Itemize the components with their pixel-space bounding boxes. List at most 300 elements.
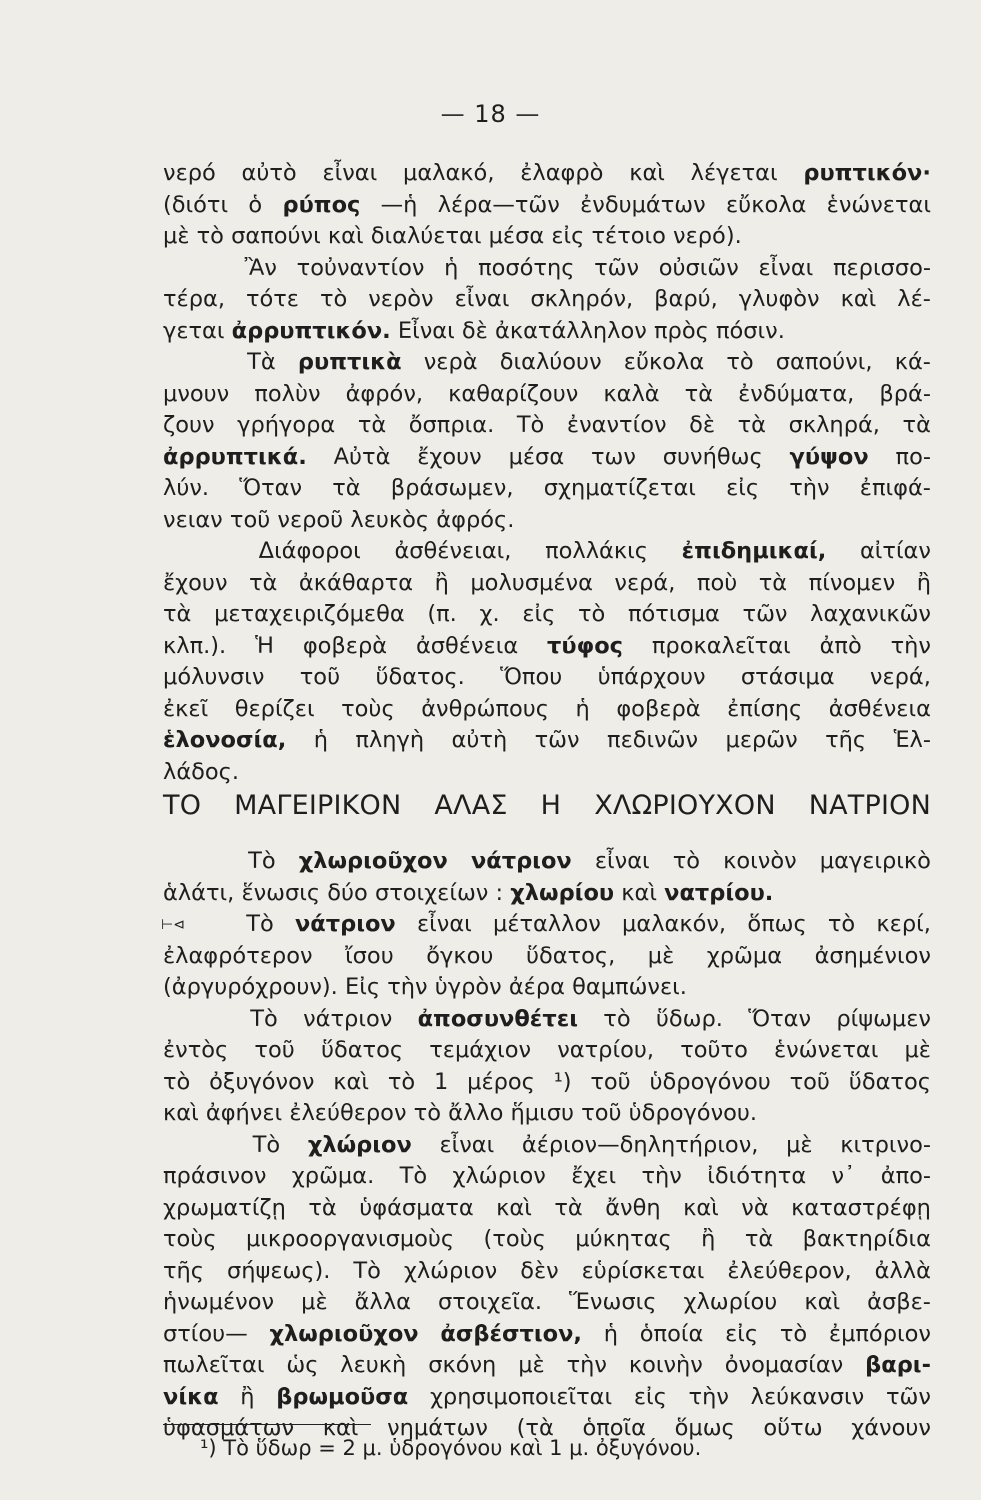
word-space	[565, 972, 572, 1004]
word: ¹)	[553, 1068, 572, 1095]
word: βράσωμεν,	[390, 475, 514, 501]
word: νάτριον	[303, 1005, 393, 1032]
p1-line	[163, 316, 931, 348]
word: τὸ	[603, 1005, 631, 1032]
word: κερί,	[876, 911, 931, 937]
word: ἀπὸ	[819, 632, 862, 659]
word: ἐνδυμάτων	[580, 191, 706, 218]
word: πολλάκις	[545, 538, 648, 564]
word: χ.	[479, 601, 500, 627]
word: τοῦτο	[680, 1037, 748, 1063]
word: λευκὴ	[340, 1352, 407, 1378]
word: τῶν	[885, 1383, 931, 1410]
margin-mark: ⊢⊲	[161, 917, 185, 933]
word-space	[234, 878, 241, 910]
word: τὰ	[744, 1226, 774, 1252]
p1-line	[163, 410, 931, 442]
word: κλπ.).	[163, 632, 227, 659]
word: ἔχουν	[417, 443, 482, 470]
word: ἔχουν	[163, 569, 228, 596]
word: ὡς	[286, 1352, 319, 1378]
word: ἐναντίον	[566, 412, 667, 438]
indent	[163, 846, 225, 878]
word: ἀσημένιον	[814, 942, 931, 969]
bold-term: νάτριον	[294, 911, 396, 937]
word: εἰς	[551, 223, 585, 249]
word: Αὐτὰ	[333, 443, 391, 470]
word: Τὸ	[246, 911, 274, 937]
word-space	[657, 878, 664, 910]
word: ν᾽	[831, 1163, 856, 1189]
word: οὐσιῶν	[658, 254, 739, 281]
word-space	[364, 221, 371, 253]
word: Τὸ	[516, 412, 545, 438]
word-space	[321, 221, 328, 253]
word: Τὸ	[252, 1131, 281, 1158]
word: στοιχεῖα.	[438, 1289, 542, 1315]
word: σήψεως).	[226, 1257, 331, 1284]
word-space	[270, 505, 277, 537]
word: βρά-	[879, 380, 931, 407]
word: Ἑλ-	[893, 727, 931, 753]
word: ἁλάτι,	[163, 879, 235, 906]
word: νερά,	[614, 569, 676, 596]
p1-line	[163, 221, 931, 253]
word: χλώριον	[403, 1257, 498, 1284]
word: μὲ	[518, 1352, 545, 1378]
word-space	[223, 505, 230, 537]
word: των	[590, 443, 636, 470]
word: οὕτω	[763, 1415, 823, 1441]
word-space	[455, 316, 462, 348]
word: μόλυνσιν	[163, 664, 265, 690]
word: Τὸ	[248, 848, 276, 874]
word: γρήγορα	[237, 412, 336, 438]
word: καὶ	[629, 160, 665, 186]
bold-term: νίκα	[163, 1383, 219, 1410]
p2-line	[163, 1161, 931, 1193]
word: μαλακόν,	[622, 911, 727, 937]
word: περισσο-	[832, 254, 931, 281]
word: ἡνωμένον	[163, 1289, 275, 1315]
word: πρὸς	[653, 317, 709, 344]
word: χρωματίζῃ	[163, 1194, 286, 1221]
word: ὄσπρια.	[408, 412, 495, 438]
word: τὴν	[641, 1163, 682, 1189]
word: μαλακό,	[403, 160, 495, 186]
word: ὁποία	[639, 1320, 704, 1347]
word: εἶναι	[416, 911, 472, 937]
word: τοὐναντίον	[296, 254, 425, 281]
word: ἐντὸς	[163, 1037, 229, 1063]
indent	[163, 347, 225, 379]
p1-line	[163, 725, 931, 757]
p1-line	[163, 757, 931, 789]
indent	[163, 1004, 225, 1036]
word: εἰς	[725, 1320, 759, 1347]
word: Ὅταν	[748, 1005, 812, 1032]
footnote-rule	[163, 1424, 371, 1425]
word: τὰ	[554, 1194, 583, 1221]
word: ἑνώνεται	[826, 191, 931, 218]
word: τέρα,	[163, 286, 225, 312]
word: ὑδρογόνου.	[628, 1100, 758, 1126]
word: χρῶμα.	[291, 1163, 375, 1189]
word: καὶ	[621, 879, 657, 906]
word: τὴν	[387, 974, 428, 1000]
word-space	[502, 972, 509, 1004]
word: ἐλεύθερον,	[727, 1257, 852, 1284]
word: χλωρίου	[683, 1289, 778, 1315]
word: εἶναι	[758, 254, 814, 281]
word: μεταχειριζόμεθα	[214, 601, 405, 627]
word: αὐτὸ	[241, 160, 297, 186]
word: μὲ	[786, 1131, 813, 1158]
word: τὸ	[827, 911, 856, 937]
word: Ὅταν	[239, 475, 303, 501]
word: λέ-	[897, 286, 931, 312]
word-space	[666, 221, 673, 253]
p1-line	[163, 347, 931, 379]
bold-term: χλωρίου	[510, 879, 615, 906]
word: κιτρινο-	[840, 1131, 931, 1158]
word: τὰ	[684, 380, 714, 407]
word: ἄλλα	[354, 1289, 411, 1315]
word: Εἰς	[345, 974, 381, 1000]
word: νερὰ	[423, 349, 478, 375]
word: μύκητας	[575, 1226, 672, 1252]
word: δὲ	[689, 412, 716, 438]
word: μὲ	[301, 1289, 328, 1315]
bold-term: ἀρρυπτικά.	[163, 443, 307, 470]
word: νεροῦ	[277, 506, 344, 533]
word: χρῶμα	[706, 942, 783, 969]
word: ἐκεῖ	[163, 695, 209, 722]
word-space	[199, 1098, 206, 1130]
bold-term: χλωριοῦχον	[269, 1320, 419, 1347]
word: καὶ	[496, 1194, 532, 1221]
word: Τὸ	[353, 1257, 381, 1284]
word: ὄγκου	[426, 942, 494, 969]
word: καὶ	[804, 1289, 841, 1315]
word: τὰ	[357, 412, 387, 438]
word: ἀφρός.	[436, 506, 515, 533]
word-space	[429, 505, 436, 537]
word-space	[224, 221, 231, 253]
word: μὲ	[647, 942, 675, 969]
word: Ὅπου	[500, 664, 563, 690]
word: σαπούνι	[231, 223, 321, 249]
p2-line	[163, 1193, 931, 1225]
word: δὲ	[461, 317, 488, 344]
word: ὀξυγόνον	[209, 1068, 315, 1095]
word: ἰδιότητα	[707, 1163, 807, 1189]
indent	[163, 253, 225, 285]
word: ὕδωρ.	[655, 1005, 723, 1032]
word: τὴν	[890, 632, 931, 659]
word-space	[488, 316, 495, 348]
word: νερὸν	[368, 286, 434, 312]
word: τὰ	[308, 1194, 337, 1221]
word: εἰς	[726, 475, 760, 501]
p1-line	[163, 568, 931, 600]
bold-term: νατρίου.	[664, 879, 774, 906]
word: καὶ	[327, 223, 364, 249]
word: λύν.	[163, 475, 210, 501]
bold-term: τύφος	[547, 632, 623, 659]
word: ρίψωμεν	[836, 1005, 931, 1032]
word: λάδος.	[163, 758, 240, 785]
bold-term: βρωμοῦσα	[276, 1383, 409, 1410]
word: τὸ	[726, 349, 754, 375]
bold-term: νάτριον	[470, 848, 572, 874]
word: τῶν	[742, 601, 788, 627]
word: τότε	[245, 286, 299, 312]
word: πίνομεν	[808, 569, 896, 596]
word: Τὸ	[399, 1163, 428, 1189]
word: 1	[433, 1068, 449, 1095]
heading-word: ΑΛΑΣ	[434, 790, 508, 821]
word: κοινὴν	[628, 1352, 703, 1378]
word: τοῦ	[229, 506, 271, 533]
word: τὰ	[249, 569, 278, 596]
heading-word: ΤΟ	[163, 790, 202, 821]
word: (τοὺς	[483, 1226, 546, 1252]
bold-term: ἀποσυνθέτει	[417, 1005, 578, 1032]
p2-line	[163, 1382, 931, 1414]
word: λεύκανσιν	[750, 1383, 865, 1410]
word: ἡ	[603, 1320, 619, 1347]
word: τὸ	[672, 848, 701, 874]
word: σκληρόν,	[530, 286, 634, 312]
word: ἀφήνει	[205, 1100, 283, 1126]
word: (π.	[427, 601, 457, 627]
word: εἶναι	[322, 160, 378, 186]
word: ἀσθένειαι,	[394, 538, 512, 564]
word: τὸ	[319, 286, 348, 312]
bold-term: ἀσβέστιον,	[440, 1320, 582, 1347]
word: βαρύ,	[654, 286, 718, 312]
word: καθαρίζουν	[448, 380, 579, 407]
word: τὸ	[413, 1100, 441, 1126]
word: τὰ	[737, 412, 767, 438]
word: ὑπάρχουν	[597, 664, 706, 690]
word-space	[380, 972, 387, 1004]
word: τοῦ	[789, 1068, 830, 1095]
word-space	[503, 1098, 510, 1130]
p2-line	[163, 878, 931, 910]
word: τῶν	[534, 727, 580, 753]
p1-line	[163, 631, 931, 663]
word: ὅπως	[747, 911, 807, 937]
footnote: ¹) Τὸ ὕδωρ = 2 μ. ὑδρογόνου καὶ 1 μ. ὀξυγόνου.	[200, 1436, 702, 1460]
word: ὑφασμάτων	[163, 1415, 295, 1441]
word: μολυσμένα	[470, 569, 593, 596]
word: ζουν	[163, 412, 215, 438]
word: τὸ	[196, 223, 224, 249]
p2-line	[163, 1004, 931, 1036]
word: τὸ	[779, 1320, 808, 1347]
word-space	[488, 878, 495, 910]
word: πότισμα	[627, 601, 720, 627]
word: μὲ	[163, 223, 190, 249]
word: τὴν	[688, 1383, 729, 1410]
word: τοῦ	[299, 664, 341, 690]
word-space	[647, 316, 654, 348]
paragraph-sodium-chloride	[163, 846, 931, 1445]
word: μικροοργανισμοὺς	[245, 1226, 455, 1252]
word: μέσα	[508, 443, 565, 470]
bold-term: χλώριον	[307, 1131, 412, 1158]
page-number: — 18 —	[440, 100, 541, 128]
word: δύο	[327, 879, 368, 906]
word: (ἀργυρόχρουν).	[163, 974, 338, 1000]
word: τὰ	[902, 412, 931, 438]
word: ὕδατος	[848, 1068, 931, 1095]
word: Εἶναι	[397, 317, 455, 344]
p2-line	[163, 972, 931, 1004]
p1-line	[163, 190, 931, 222]
word: φοβερὰ	[616, 695, 701, 722]
word: εὔκολα	[623, 349, 705, 375]
word: εὔκολα	[726, 191, 807, 218]
word: εἰς	[633, 1383, 667, 1410]
p1-line	[163, 536, 931, 568]
word: πωλεῖται	[163, 1352, 265, 1378]
word: ἀκατάλληλον	[494, 317, 647, 344]
word: πληγὴ	[355, 727, 425, 753]
word: ἀκάθαρτα	[298, 569, 414, 596]
word: ὑγρὸν	[434, 974, 502, 1000]
word: στοιχείων	[374, 879, 489, 906]
word: τῶν	[594, 254, 640, 281]
word: τῆς	[825, 727, 867, 753]
word: θαμπώνει.	[572, 974, 687, 1000]
word: Τὰ	[247, 349, 276, 375]
paragraph-water-types	[163, 158, 931, 788]
word: ἕνωσις	[241, 879, 321, 906]
word: λευκὸς	[350, 506, 430, 533]
word: ὑδρογόνου	[649, 1068, 771, 1095]
word-space	[441, 1098, 448, 1130]
word-space	[189, 221, 196, 253]
p2-line	[163, 1350, 931, 1382]
bold-term: ἑλονοσία,	[163, 727, 287, 753]
word: διαλύεται	[370, 223, 482, 249]
word: ἐμπόριον	[828, 1320, 931, 1347]
word: Ἕνωσις	[569, 1289, 657, 1315]
word: διαλύουν	[499, 349, 602, 375]
word: μαγειρικὸ	[819, 848, 931, 874]
word: ἢ	[701, 1226, 716, 1252]
word: τοῦ	[590, 1068, 631, 1095]
word: ἢ	[916, 569, 931, 596]
word: μὲ	[904, 1037, 931, 1063]
word: προκαλεῖται	[651, 632, 791, 659]
word: ὕδατος	[320, 1037, 404, 1063]
bold-term: ἀρρυπτικόν.	[231, 317, 391, 344]
word: ἡ	[313, 727, 328, 753]
word: ὅμως	[674, 1415, 735, 1441]
word: ἑνώνεται	[774, 1037, 879, 1063]
bold-term: χλωριοῦχον	[298, 848, 448, 874]
word: ἀπο-	[880, 1163, 931, 1189]
word: συνήθως	[662, 443, 763, 470]
heading-word: ΝΑΤΡΙΟΝ	[808, 790, 931, 821]
word-space	[428, 972, 435, 1004]
word: αὐτὴ	[451, 727, 508, 753]
word-space	[481, 221, 488, 253]
p2-line	[163, 1287, 931, 1319]
word: ἐπίσης	[727, 695, 803, 722]
word: τοῦ	[254, 1037, 295, 1063]
word: ἔχει	[571, 1163, 617, 1189]
word: ἡ	[575, 695, 590, 722]
word: εἶναι	[594, 848, 650, 874]
word: στίου—	[163, 1320, 248, 1347]
word: λαχανικῶν	[810, 601, 931, 627]
word: πόσιν.	[715, 317, 785, 344]
indent	[163, 536, 225, 568]
word: (διότι	[163, 191, 229, 218]
word: τῆς	[163, 1257, 205, 1284]
bold-term: βαρι-	[865, 1352, 931, 1378]
p1-line	[163, 442, 931, 474]
word: Ἂν	[244, 254, 277, 281]
p1-line	[163, 284, 931, 316]
word: τέτοιο	[591, 223, 666, 249]
word: μέρος	[467, 1068, 535, 1095]
p2-line	[163, 846, 931, 878]
word: πο-	[895, 443, 931, 470]
word: Ἡ	[255, 632, 274, 659]
p2-line	[163, 1067, 931, 1099]
section-heading	[163, 788, 931, 824]
word: νατρίου,	[557, 1037, 655, 1063]
word: Διάφοροι	[258, 538, 361, 564]
word: πεδινῶν	[607, 727, 699, 753]
p2-line	[163, 1224, 931, 1256]
heading-word: ΜΑΓΕΙΡΙΚΟΝ	[234, 790, 402, 821]
word: ἄλλο	[448, 1100, 504, 1126]
word: —ἡ	[380, 191, 418, 218]
word: εὑρίσκεται	[581, 1257, 705, 1284]
word: εἰς	[522, 601, 556, 627]
word: ὑφάσματα	[359, 1194, 474, 1221]
p2-line	[163, 909, 931, 941]
word: σαπούνι,	[775, 349, 873, 375]
word: νημάτων	[387, 1415, 488, 1441]
word: τοὺς	[341, 695, 395, 722]
word: ὁποῖα	[582, 1415, 646, 1441]
p2-line	[163, 1035, 931, 1067]
word-space	[224, 316, 231, 348]
word: καὶ	[322, 1415, 359, 1441]
word: (τὰ	[516, 1415, 554, 1441]
word: τὸ	[163, 1068, 191, 1095]
p1-line	[163, 158, 931, 190]
word: ἄνθη	[605, 1194, 661, 1221]
word: καταστρέφῃ	[791, 1194, 931, 1221]
word-space	[391, 316, 398, 348]
p1-line	[163, 599, 931, 631]
word: τὸ	[387, 1068, 416, 1095]
word: πράσινον	[163, 1163, 267, 1189]
p2-line	[163, 1098, 931, 1130]
heading-word: ΧΛΩΡΙΟΥΧΟΝ	[594, 790, 776, 821]
p2-line	[163, 1130, 931, 1162]
word: ἥμισυ	[510, 1100, 574, 1126]
